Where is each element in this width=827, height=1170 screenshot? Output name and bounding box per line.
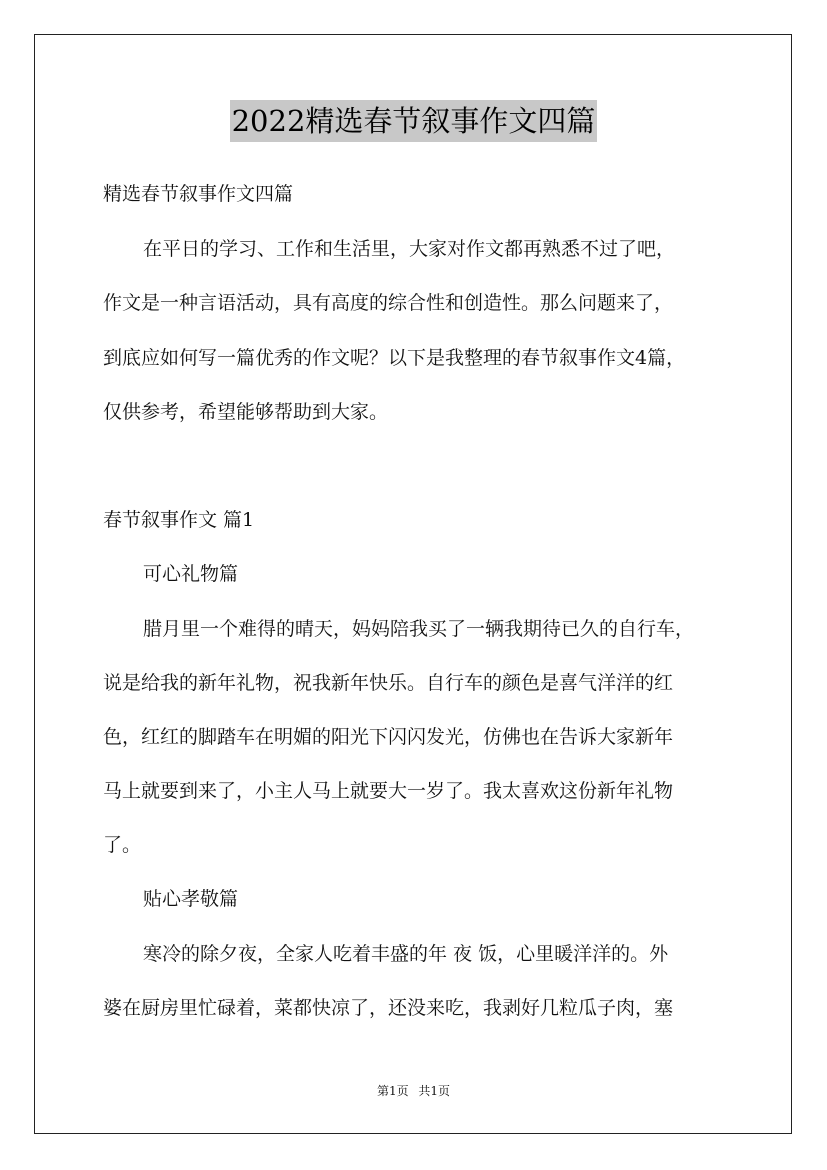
part2-heading: 贴心孝敬篇: [143, 888, 239, 910]
part1-line-2: 说是给我的新年礼物，祝我新年快乐。自行车的颜色是喜气洋洋的红: [103, 672, 674, 694]
part1-line-1: 腊月里一个难得的晴天，妈妈陪我买了一辆我期待已久的自行车，: [143, 618, 695, 640]
title-container: [0, 100, 827, 142]
page-footer: [0, 1082, 827, 1099]
document-title: 2022精选春节叙事作文四篇: [230, 100, 598, 142]
intro-line-1: 在平日的学习、工作和生活里，大家对作文都再熟悉不过了吧，: [143, 238, 676, 260]
intro-line-2: 作文是一种言语活动，具有高度的综合性和创造性。那么问题来了，: [103, 292, 674, 314]
intro-line-4: 仅供参考，希望能够帮助到大家。: [103, 401, 389, 423]
part1-heading: 可心礼物篇: [143, 563, 239, 585]
part1-line-3: 色，红红的脚踏车在明媚的阳光下闪闪发光，仿佛也在告诉大家新年: [103, 726, 674, 748]
page-total: 共1页: [418, 1084, 451, 1098]
part1-line-4: 马上就要到来了，小主人马上就要大一岁了。我太喜欢这份新年礼物: [103, 780, 674, 802]
part1-line-5: 了。: [103, 834, 142, 856]
section-heading: 春节叙事作文 篇1: [103, 509, 255, 531]
part2-line-2: 婆在厨房里忙碌着，菜都快凉了，还没来吃，我剥好几粒瓜子肉，塞: [103, 997, 674, 1019]
page-number: 第1页: [376, 1084, 409, 1098]
subtitle: 精选春节叙事作文四篇: [103, 183, 294, 205]
part2-line-1: 寒冷的除夕夜，全家人吃着丰盛的年 夜 饭，心里暖洋洋的。外: [143, 943, 669, 965]
intro-line-3: 到底应如何写一篇优秀的作文呢？以下是我整理的春节叙事作文4篇，: [103, 347, 686, 369]
